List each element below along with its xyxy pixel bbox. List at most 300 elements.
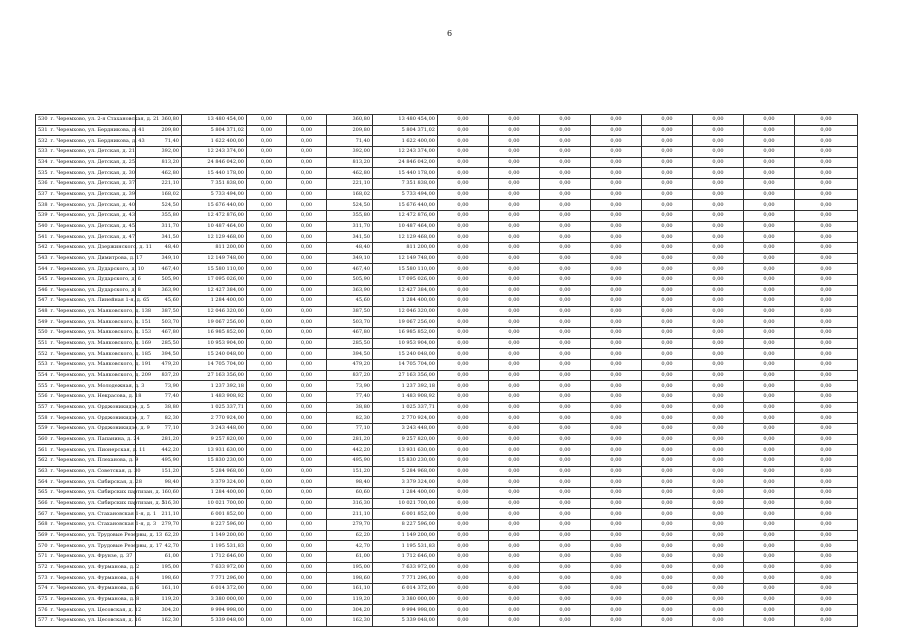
table-row (36, 487, 858, 498)
value-cell: 0,00 (438, 381, 489, 392)
row-number: 572 (38, 563, 48, 570)
value-cell: 0,00 (287, 370, 327, 381)
value-cell: 392,00 (136, 146, 182, 157)
address-text: г. Черемхово, ул. Дударского, д. 10 (50, 265, 144, 272)
address-cell (36, 424, 150, 435)
value-cell: 0,00 (642, 392, 693, 403)
value-cell: 0,00 (642, 210, 693, 221)
value-cell: 8 227 596,00 (182, 519, 247, 530)
value-cell: 10 021 700,00 (373, 498, 438, 509)
address-cell (36, 221, 136, 232)
address-cell (36, 232, 136, 243)
value-cell: 0,00 (540, 306, 591, 317)
value-cell: 9 257 820,00 (373, 434, 438, 445)
value-cell: 0,00 (489, 413, 540, 424)
value-cell: 0,00 (540, 328, 591, 339)
value-cell: 0,00 (744, 413, 795, 424)
value-cell: 42,70 (327, 541, 373, 552)
value-cell: 0,00 (642, 519, 693, 530)
value-cell: 6 014 372,00 (373, 583, 438, 594)
value-cell: 0,00 (693, 519, 744, 530)
value-cell: 0,00 (287, 509, 327, 520)
value-cell: 1 622 400,00 (182, 136, 247, 147)
value-cell: 60,60 (327, 487, 373, 498)
value-cell: 0,00 (795, 551, 858, 562)
value-cell: 524,50 (136, 200, 182, 211)
address-cell (36, 200, 136, 211)
value-cell: 0,00 (489, 615, 540, 626)
value-cell: 0,00 (693, 498, 744, 509)
table-row (36, 498, 858, 509)
value-cell: 38,80 (136, 402, 182, 413)
value-cell: 0,00 (642, 296, 693, 307)
value-cell: 0,00 (489, 210, 540, 221)
value-cell: 387,50 (136, 306, 182, 317)
row-number: 544 (38, 265, 48, 272)
value-cell: 0,00 (247, 498, 287, 509)
table-row (36, 285, 858, 296)
value-cell: 0,00 (591, 242, 642, 253)
value-cell: 0,00 (744, 242, 795, 253)
address-text: г. Черемхово, ул. 2-я Стахановская, д. 21 (50, 116, 160, 123)
value-cell: 0,00 (642, 306, 693, 317)
value-cell: 0,00 (438, 402, 489, 413)
value-cell: 0,00 (438, 168, 489, 179)
value-cell: 0,00 (642, 381, 693, 392)
table-row (36, 221, 858, 232)
value-cell: 0,00 (438, 264, 489, 275)
value-cell: 0,00 (591, 519, 642, 530)
value-cell: 0,00 (744, 115, 795, 126)
table-row (36, 562, 858, 573)
value-cell: 221,10 (136, 178, 182, 189)
value-cell: 12 472 876,00 (182, 210, 247, 221)
value-cell: 0,00 (591, 487, 642, 498)
value-cell: 0,00 (489, 434, 540, 445)
value-cell: 98,40 (136, 477, 182, 488)
value-cell: 0,00 (693, 349, 744, 360)
address-cell (36, 189, 136, 200)
value-cell: 0,00 (438, 551, 489, 562)
value-cell: 0,00 (287, 498, 327, 509)
value-cell: 0,00 (489, 370, 540, 381)
value-cell: 0,00 (540, 189, 591, 200)
address-cell (36, 338, 152, 349)
value-cell: 0,00 (540, 402, 591, 413)
value-cell: 0,00 (287, 530, 327, 541)
value-cell: 0,00 (744, 136, 795, 147)
value-cell: 0,00 (287, 306, 327, 317)
value-cell: 0,00 (795, 349, 858, 360)
value-cell: 0,00 (642, 370, 693, 381)
value-cell: 0,00 (247, 146, 287, 157)
value-cell: 0,00 (693, 157, 744, 168)
value-cell: 0,00 (744, 498, 795, 509)
value-cell: 0,00 (287, 594, 327, 605)
value-cell: 0,00 (540, 583, 591, 594)
value-cell: 0,00 (438, 605, 489, 616)
value-cell: 0,00 (287, 146, 327, 157)
value-cell: 0,00 (795, 413, 858, 424)
value-cell: 0,00 (795, 296, 858, 307)
table-row (36, 541, 858, 552)
value-cell: 0,00 (438, 498, 489, 509)
value-cell: 0,00 (438, 456, 489, 467)
value-cell: 0,00 (540, 605, 591, 616)
value-cell: 73,90 (136, 381, 182, 392)
value-cell: 442,20 (327, 445, 373, 456)
value-cell: 0,00 (693, 466, 744, 477)
value-cell: 0,00 (247, 125, 287, 136)
value-cell: 0,00 (287, 360, 327, 371)
value-cell: 0,00 (540, 498, 591, 509)
address-cell (36, 370, 152, 381)
value-cell: 0,00 (247, 264, 287, 275)
value-cell: 15 830 230,00 (373, 456, 438, 467)
value-cell: 0,00 (795, 125, 858, 136)
value-cell: 61,00 (327, 551, 373, 562)
value-cell: 0,00 (438, 424, 489, 435)
value-cell: 0,00 (540, 200, 591, 211)
value-cell: 0,00 (438, 242, 489, 253)
row-number: 569 (38, 531, 48, 538)
table-row (36, 306, 858, 317)
value-cell: 5 804 371,02 (373, 125, 438, 136)
value-cell: 12 129 468,00 (182, 232, 247, 243)
value-cell: 0,00 (744, 551, 795, 562)
value-cell: 0,00 (247, 115, 287, 126)
value-cell: 0,00 (287, 605, 327, 616)
value-cell: 0,00 (693, 338, 744, 349)
row-number: 559 (38, 425, 48, 432)
row-number: 547 (38, 297, 48, 304)
row-number: 542 (38, 244, 48, 251)
value-cell: 1 025 337,71 (373, 402, 438, 413)
value-cell: 0,00 (540, 285, 591, 296)
value-cell: 341,50 (327, 232, 373, 243)
value-cell: 0,00 (744, 370, 795, 381)
address-cell (36, 125, 145, 136)
address-cell (36, 381, 145, 392)
value-cell: 387,50 (327, 306, 373, 317)
value-cell: 0,00 (642, 264, 693, 275)
value-cell: 304,20 (327, 605, 373, 616)
address-cell (36, 392, 142, 403)
address-cell (36, 253, 143, 264)
address-text: г. Черемхово, ул. Маяковского, д. 153 (50, 329, 152, 336)
table-row (36, 509, 858, 520)
value-cell: 0,00 (693, 573, 744, 584)
value-cell: 161,10 (136, 583, 182, 594)
value-cell: 7 633 972,00 (182, 562, 247, 573)
value-cell: 0,00 (744, 466, 795, 477)
value-cell: 151,20 (136, 466, 182, 477)
value-cell: 0,00 (693, 402, 744, 413)
value-cell: 0,00 (591, 413, 642, 424)
value-cell: 0,00 (642, 477, 693, 488)
value-cell: 0,00 (591, 402, 642, 413)
value-cell: 0,00 (693, 264, 744, 275)
value-cell: 0,00 (540, 210, 591, 221)
value-cell: 524,50 (327, 200, 373, 211)
value-cell: 119,20 (327, 594, 373, 605)
value-cell: 0,00 (540, 317, 591, 328)
value-cell: 0,00 (795, 285, 858, 296)
value-cell: 3 380 000,00 (182, 594, 247, 605)
address-cell (36, 360, 152, 371)
value-cell: 16 985 852,00 (373, 328, 438, 339)
value-cell: 168,02 (136, 189, 182, 200)
address-cell (36, 178, 136, 189)
row-number: 563 (38, 467, 48, 474)
table-row (36, 392, 858, 403)
row-number: 562 (38, 457, 48, 464)
value-cell: 0,00 (489, 392, 540, 403)
address-text: г. Черемхово, ул. Фрунзе, д. 37 (50, 553, 133, 560)
table-row (36, 413, 858, 424)
value-cell: 15 440 178,00 (373, 168, 438, 179)
address-cell (36, 264, 144, 275)
value-cell: 0,00 (693, 370, 744, 381)
value-cell: 0,00 (795, 434, 858, 445)
address-text: г. Черемхово, ул. Маяковского, д. 169 (50, 340, 152, 347)
value-cell: 0,00 (591, 136, 642, 147)
value-cell: 0,00 (287, 210, 327, 221)
value-cell: 0,00 (693, 487, 744, 498)
value-cell: 0,00 (693, 328, 744, 339)
value-cell: 505,90 (136, 274, 182, 285)
value-cell: 0,00 (795, 146, 858, 157)
value-cell: 0,00 (438, 285, 489, 296)
value-cell: 0,00 (540, 178, 591, 189)
value-cell: 0,00 (489, 317, 540, 328)
row-number: 537 (38, 190, 48, 197)
value-cell: 0,00 (693, 221, 744, 232)
value-cell: 349,10 (327, 253, 373, 264)
value-cell: 2 770 924,00 (373, 413, 438, 424)
value-cell: 0,00 (795, 274, 858, 285)
row-number: 574 (38, 585, 48, 592)
row-number: 536 (38, 180, 48, 187)
value-cell: 0,00 (795, 487, 858, 498)
value-cell: 0,00 (540, 381, 591, 392)
value-cell: 0,00 (247, 530, 287, 541)
value-cell: 0,00 (247, 232, 287, 243)
value-cell: 0,00 (693, 274, 744, 285)
address-text: г. Черемхово, ул. Дударского, д. 6 (50, 276, 141, 283)
value-cell: 198,60 (136, 573, 182, 584)
value-cell: 394,50 (136, 349, 182, 360)
value-cell: 0,00 (247, 615, 287, 626)
value-cell: 0,00 (489, 189, 540, 200)
value-cell: 0,00 (438, 434, 489, 445)
value-cell: 0,00 (591, 146, 642, 157)
value-cell: 0,00 (287, 562, 327, 573)
value-cell: 62,20 (327, 530, 373, 541)
value-cell: 6 014 372,00 (182, 583, 247, 594)
value-cell: 0,00 (693, 146, 744, 157)
address-text: г. Черемхово, ул. Детская, д. 47 (50, 233, 135, 240)
value-cell: 0,00 (591, 530, 642, 541)
value-cell: 0,00 (489, 115, 540, 126)
value-cell: 77,10 (327, 424, 373, 435)
value-cell: 0,00 (247, 605, 287, 616)
address-cell (36, 413, 150, 424)
value-cell: 0,00 (540, 615, 591, 626)
value-cell: 0,00 (438, 317, 489, 328)
value-cell: 0,00 (287, 317, 327, 328)
value-cell: 0,00 (540, 541, 591, 552)
value-cell: 1 284 400,00 (182, 487, 247, 498)
value-cell: 2 770 924,00 (182, 413, 247, 424)
value-cell: 209,80 (136, 125, 182, 136)
value-cell: 0,00 (795, 424, 858, 435)
value-cell: 17 095 026,00 (373, 274, 438, 285)
value-cell: 0,00 (642, 360, 693, 371)
row-number: 555 (38, 382, 48, 389)
value-cell: 0,00 (795, 583, 858, 594)
value-cell: 0,00 (642, 253, 693, 264)
value-cell: 12 472 876,00 (373, 210, 438, 221)
value-cell: 73,90 (327, 381, 373, 392)
address-text: г. Черемхово, ул. Некрасова, д. 18 (50, 393, 142, 400)
address-cell (36, 317, 152, 328)
value-cell: 304,20 (136, 605, 182, 616)
value-cell: 0,00 (591, 509, 642, 520)
value-cell: 0,00 (744, 296, 795, 307)
address-cell (36, 296, 150, 307)
value-cell: 0,00 (744, 328, 795, 339)
value-cell: 0,00 (438, 274, 489, 285)
address-cell (36, 285, 141, 296)
value-cell: 211,10 (327, 509, 373, 520)
table-row (36, 424, 858, 435)
address-cell (36, 615, 142, 626)
value-cell: 0,00 (642, 189, 693, 200)
value-cell: 279,70 (136, 519, 182, 530)
value-cell: 0,00 (489, 594, 540, 605)
value-cell: 0,00 (795, 136, 858, 147)
value-cell: 0,00 (642, 594, 693, 605)
row-number: 533 (38, 148, 48, 155)
value-cell: 0,00 (287, 232, 327, 243)
value-cell: 209,80 (327, 125, 373, 136)
value-cell: 0,00 (591, 189, 642, 200)
value-cell: 0,00 (744, 125, 795, 136)
value-cell: 0,00 (591, 125, 642, 136)
value-cell: 0,00 (744, 360, 795, 371)
value-cell: 0,00 (693, 562, 744, 573)
value-cell: 0,00 (795, 232, 858, 243)
value-cell: 0,00 (540, 136, 591, 147)
value-cell: 0,00 (642, 456, 693, 467)
value-cell: 0,00 (642, 424, 693, 435)
value-cell: 5 339 048,00 (182, 615, 247, 626)
value-cell: 0,00 (247, 200, 287, 211)
value-cell: 837,20 (327, 370, 373, 381)
value-cell: 0,00 (591, 115, 642, 126)
value-cell: 7 771 296,00 (373, 573, 438, 584)
address-text: г. Черемхово, ул. Димитрова, д. 17 (50, 254, 143, 261)
value-cell: 0,00 (795, 466, 858, 477)
value-cell: 0,00 (247, 402, 287, 413)
value-cell: 813,20 (136, 157, 182, 168)
value-cell: 5 339 048,00 (373, 615, 438, 626)
value-cell: 0,00 (287, 349, 327, 360)
value-cell: 13 931 630,00 (373, 445, 438, 456)
value-cell: 0,00 (591, 210, 642, 221)
value-cell: 0,00 (489, 402, 540, 413)
value-cell: 811 200,00 (373, 242, 438, 253)
address-cell (36, 509, 157, 520)
value-cell: 505,90 (327, 274, 373, 285)
value-cell: 60,60 (136, 487, 182, 498)
value-cell: 0,00 (438, 328, 489, 339)
value-cell: 0,00 (287, 402, 327, 413)
value-cell: 7 351 838,00 (182, 178, 247, 189)
value-cell: 0,00 (247, 477, 287, 488)
value-cell: 0,00 (540, 115, 591, 126)
value-cell: 1 712 646,00 (182, 551, 247, 562)
value-cell: 1 237 392,18 (373, 381, 438, 392)
address-cell (36, 551, 136, 562)
value-cell: 0,00 (591, 296, 642, 307)
value-cell: 0,00 (795, 541, 858, 552)
value-cell: 0,00 (489, 583, 540, 594)
value-cell: 0,00 (642, 232, 693, 243)
value-cell: 0,00 (591, 541, 642, 552)
value-cell: 316,30 (136, 498, 182, 509)
value-cell: 0,00 (438, 477, 489, 488)
value-cell: 12 149 748,00 (182, 253, 247, 264)
value-cell: 0,00 (489, 541, 540, 552)
value-cell: 0,00 (540, 264, 591, 275)
value-cell: 0,00 (540, 551, 591, 562)
value-cell: 0,00 (642, 168, 693, 179)
value-cell: 0,00 (693, 178, 744, 189)
value-cell: 355,80 (136, 210, 182, 221)
value-cell: 0,00 (591, 594, 642, 605)
value-cell: 9 994 998,00 (182, 605, 247, 616)
value-cell: 5 733 494,00 (373, 189, 438, 200)
value-cell: 0,00 (489, 424, 540, 435)
value-cell: 71,40 (327, 136, 373, 147)
value-cell: 0,00 (693, 424, 744, 435)
row-number: 550 (38, 329, 48, 336)
value-cell: 0,00 (591, 583, 642, 594)
value-cell: 0,00 (744, 434, 795, 445)
value-cell: 0,00 (438, 583, 489, 594)
value-cell: 0,00 (744, 306, 795, 317)
value-cell: 0,00 (540, 296, 591, 307)
value-cell: 0,00 (247, 189, 287, 200)
value-cell: 0,00 (795, 605, 858, 616)
table-row (36, 360, 858, 371)
table-row (36, 456, 858, 467)
value-cell: 0,00 (642, 178, 693, 189)
table-row (36, 381, 858, 392)
value-cell: 0,00 (540, 360, 591, 371)
value-cell: 0,00 (744, 285, 795, 296)
value-cell: 0,00 (540, 456, 591, 467)
value-cell: 285,50 (136, 338, 182, 349)
value-cell: 341,50 (136, 232, 182, 243)
value-cell: 479,20 (136, 360, 182, 371)
row-number: 545 (38, 276, 48, 283)
value-cell: 363,90 (136, 285, 182, 296)
value-cell: 0,00 (489, 232, 540, 243)
value-cell: 0,00 (247, 349, 287, 360)
